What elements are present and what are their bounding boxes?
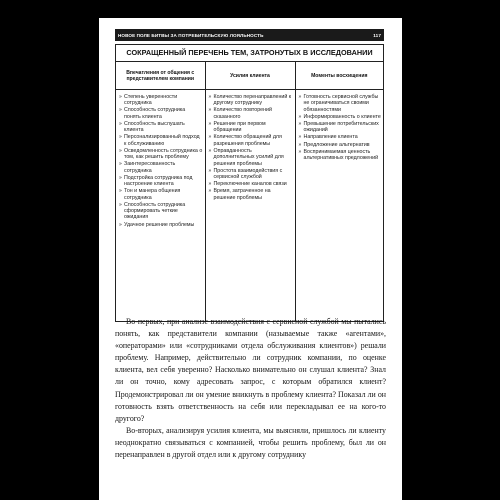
column-header-impressions: Впечатления от общения с представителем компании [116, 62, 205, 90]
page-number: 117 [373, 32, 381, 38]
list-item: » Тон и манера общения сотрудника [119, 188, 203, 201]
list-item: » Оправданность дополнительных усилий для решения проблемы [209, 148, 293, 167]
column-header-delight: Моменты восхищения [295, 62, 383, 90]
list-item: » Воспринимаемая ценность альтернативных предложений [299, 149, 382, 162]
list-item: » Время, затраченное на решение проблемы [209, 188, 293, 201]
column-delight [295, 90, 383, 322]
body-text [115, 316, 386, 461]
list-item: » Превышение потребительских ожиданий [299, 121, 382, 134]
paragraph: Во-вторых, анализируя усилия клиента, мы выясняли, пришлось ли клиенту неоднократно связываться с компанией, чтобы решить проблему, был ли он перенаправлен в другой отдел или к другому сотруднику [115, 425, 386, 460]
topics-grid [116, 62, 383, 321]
list-item: » Удачное решение проблемы [119, 222, 203, 228]
list-item: » Персонализированный подход к обслуживанию [119, 134, 203, 147]
paragraph: Во-первых, при анализе взаимодействия с сервисной службой мы пытались понять, как представители компании (называемые также «агентами», «операторами» или «сотрудниками отдела обслуживания клиентов») решали проблему. Например, действительно ли сотрудник компании, по оценке клиента, вел себя уверенно? Насколько внимательно он слушал клиента? Знал ли он точно, кому адресовать запрос, с которым обратился клиент? Продемонстрировал ли он умение вникнуть в проблему клиента? Показал ли он готовность взять ответственность на себя или перекладывал ее на кого-то другого? [115, 317, 386, 423]
column-impressions [116, 90, 205, 322]
list-item: » Готовность сервисной службы не ограничиваться своими обязанностями [299, 94, 382, 113]
list-item: » Способность сотрудника сформировать четкие ожидания [119, 202, 203, 221]
list-item: » Простота взаимодействия с сервисной службой [209, 168, 293, 181]
list-item: » Способность сотрудника понять клиента [119, 107, 203, 120]
list-item: » Заинтересованность сотрудника [119, 161, 203, 174]
list-item: » Подстройка сотрудника под настроение клиента [119, 175, 203, 188]
list-item: » Степень уверенности сотрудника [119, 94, 203, 107]
column-effort [205, 90, 295, 322]
list-item: » Способность выслушать клиента [119, 121, 203, 134]
table-title: СОКРАЩЕННЫЙ ПЕРЕЧЕНЬ ТЕМ, ЗАТРОНУТЫХ В ИССЛЕДОВАНИИ [116, 45, 383, 62]
book-page [99, 18, 402, 500]
list-item: » Направление клиента [299, 134, 382, 140]
list-item: » Осведомленность сотрудника о том, как решить проблему [119, 148, 203, 161]
list-item: » Информированность о клиенте [299, 114, 382, 120]
list-item: » Предложение альтернатив [299, 142, 382, 148]
running-head-title: НОВОЕ ПОЛЕ БИТВЫ ЗА ПОТРЕБИТЕЛЬСКУЮ ЛОЯЛЬНОСТЬ [118, 32, 264, 38]
topics-table [115, 44, 384, 322]
column-header-effort: Усилия клиента [205, 62, 295, 90]
running-head [115, 29, 384, 41]
list-item: » Количество повторений сказанного [209, 107, 293, 120]
list-item: » Решение при первом обращении [209, 121, 293, 134]
list-item: » Количество перенаправлений к другому сотруднику [209, 94, 293, 107]
list-item: » Количество обращений для разрешения проблемы [209, 134, 293, 147]
list-item: » Переключение каналов связи [209, 181, 293, 187]
